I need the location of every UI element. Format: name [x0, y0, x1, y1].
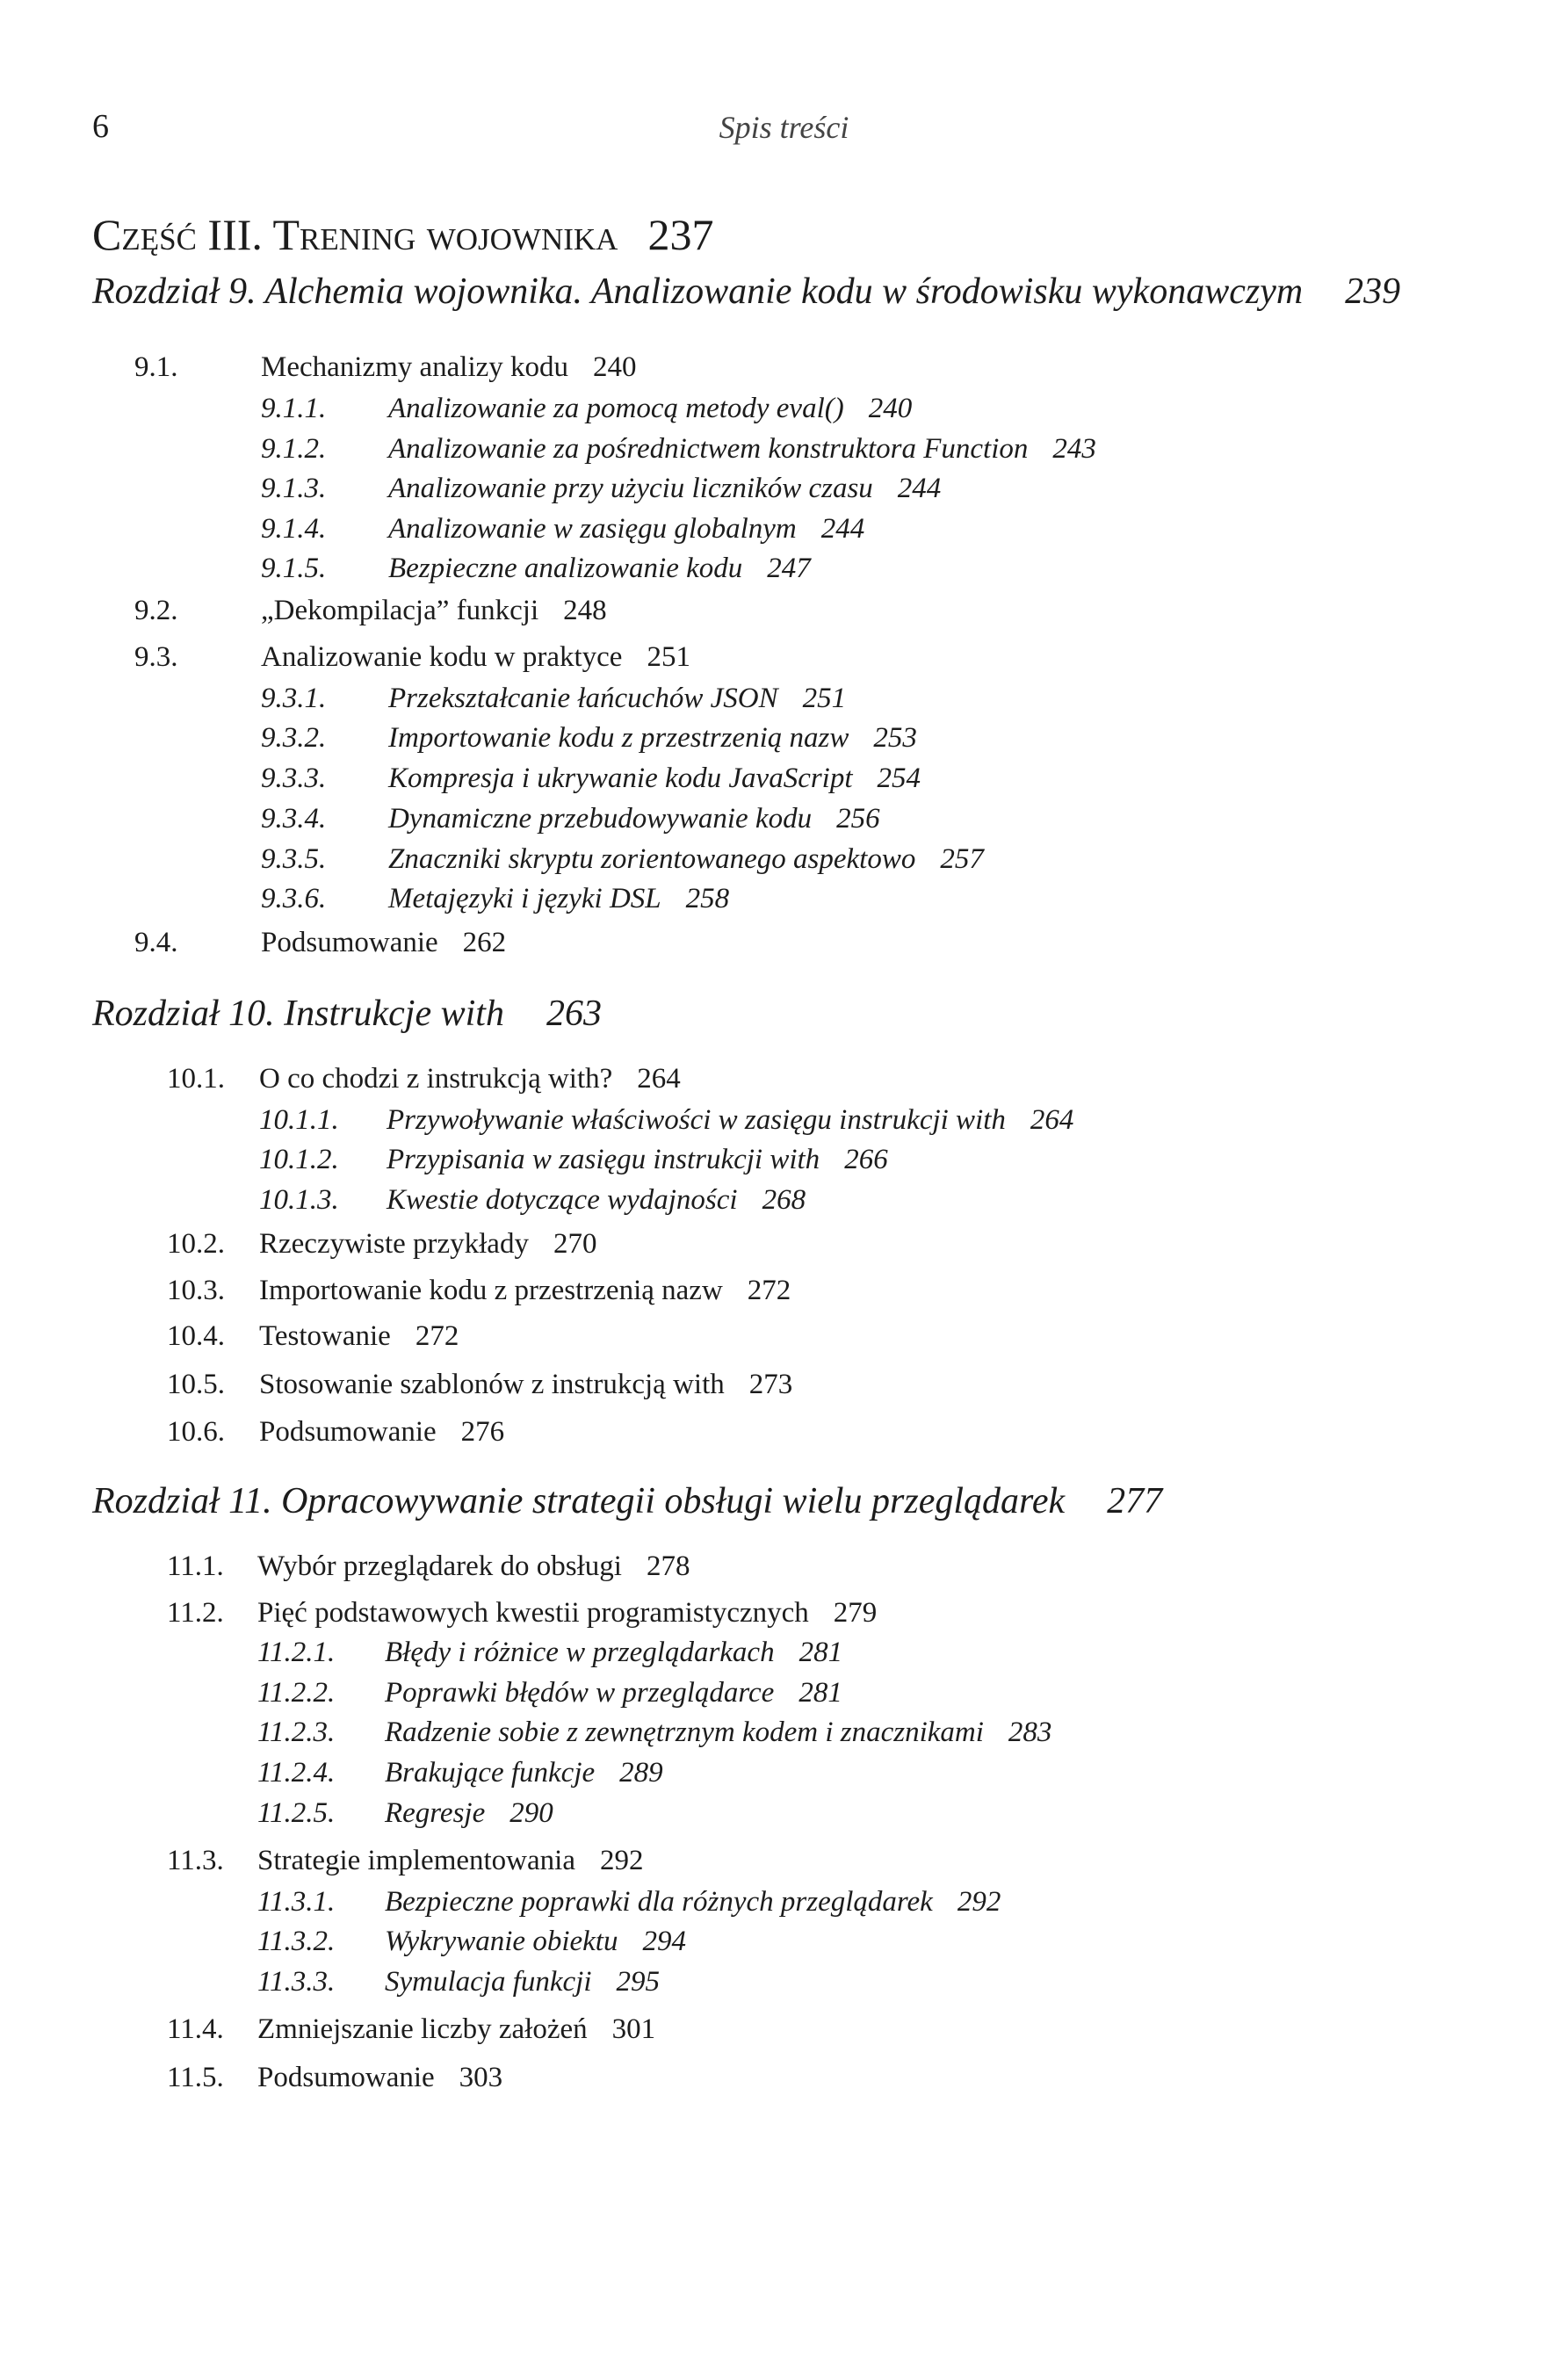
section-page: 240 — [593, 351, 637, 383]
subsection-title: Znaczniki skryptu zorientowanego aspektowo — [388, 843, 916, 875]
section-title-line — [257, 1597, 877, 1630]
section-page: 264 — [637, 1063, 681, 1095]
section-title-line — [259, 1275, 791, 1307]
section-page: 272 — [415, 1320, 459, 1352]
subsection-number: 11.2.5. — [257, 1797, 336, 1829]
subsection-number: 9.3.5. — [261, 843, 327, 875]
subsection-number: 11.3.1. — [257, 1886, 336, 1918]
subsection-page: 258 — [685, 883, 730, 914]
subsection-page: 243 — [1052, 433, 1096, 465]
section-page: 301 — [611, 2013, 656, 2045]
subsection-number: 11.2.3. — [257, 1716, 336, 1748]
subsection-title-line — [387, 1184, 806, 1217]
subsection-title-line — [385, 1926, 686, 1958]
subsection-title: Bezpieczne analizowanie kodu — [388, 553, 743, 584]
subsection-page: 289 — [619, 1757, 663, 1789]
subsection-title: Radzenie sobie z zewnętrznym kodem i znacznikami — [385, 1716, 984, 1748]
section-page: 279 — [833, 1597, 878, 1629]
subsection-title-line — [388, 722, 917, 755]
subsection-page: 283 — [1008, 1716, 1052, 1748]
page-number: 6 — [92, 108, 109, 145]
section-number: 10.5. — [167, 1369, 225, 1400]
section-number: 10.1. — [167, 1063, 225, 1095]
subsection-title-line — [388, 433, 1096, 466]
subsection-number: 9.1.1. — [261, 393, 327, 424]
subsection-title: Kompresja i ukrywanie kodu JavaScript — [388, 762, 853, 794]
subsection-number: 9.3.6. — [261, 883, 327, 914]
subsection-number: 9.1.3. — [261, 473, 327, 504]
subsection-title-line — [388, 803, 880, 835]
section-title: Strategie implementowania — [257, 1845, 575, 1876]
subsection-title-line — [385, 1797, 553, 1830]
section-title: Zmniejszanie liczby założeń — [257, 2013, 588, 2045]
subsection-page: 264 — [1030, 1104, 1074, 1136]
subsection-title-line — [388, 553, 811, 585]
subsection-title-line — [385, 1886, 1001, 1919]
subsection-page: 247 — [767, 553, 811, 584]
subsection-title: Bezpieczne poprawki dla różnych przeglądarek — [385, 1886, 933, 1918]
subsection-page: 253 — [873, 722, 917, 754]
section-number: 9.4. — [134, 927, 178, 958]
section-title: Analizowanie kodu w praktyce — [261, 641, 623, 673]
subsection-title: Kwestie dotyczące wydajności — [387, 1184, 738, 1216]
section-page: 251 — [647, 641, 690, 673]
running-title: Spis treści — [719, 110, 849, 145]
chapter-title: Rozdział 9. Alchemia wojownika. Analizowanie kodu w środowisku wykonawczym — [92, 271, 1304, 312]
subsection-title-line — [385, 1757, 663, 1789]
subsection-title: Wykrywanie obiektu — [385, 1926, 618, 1957]
subsection-title: Analizowanie za pomocą metody eval() — [388, 393, 844, 424]
section-page: 292 — [599, 1845, 644, 1876]
subsection-title: Przywoływanie właściwości w zasięgu instrukcji with — [387, 1104, 1006, 1136]
subsection-number: 11.2.4. — [257, 1757, 336, 1789]
section-title: Rzeczywiste przykłady — [259, 1228, 529, 1260]
section-title-line — [261, 351, 637, 384]
section-title-line — [257, 2062, 502, 2094]
section-title: Pięć podstawowych kwestii programistycznych — [257, 1597, 809, 1629]
subsection-page: 294 — [642, 1926, 686, 1957]
subsection-page: 244 — [897, 473, 942, 504]
chapter-heading — [92, 1480, 1162, 1522]
subsection-title: Analizowanie przy użyciu liczników czasu — [388, 473, 873, 504]
subsection-title-line — [385, 1637, 842, 1669]
subsection-number: 11.2.1. — [257, 1637, 336, 1668]
subsection-number: 9.3.4. — [261, 803, 327, 835]
section-title: Wybór przeglądarek do obsługi — [257, 1550, 622, 1582]
section-title-line — [259, 1228, 596, 1261]
subsection-page: 251 — [802, 683, 847, 714]
section-title-line — [259, 1416, 504, 1449]
chapter-title: Rozdział 10. Instrukcje with — [92, 994, 504, 1034]
chapter-page: 263 — [546, 994, 602, 1034]
section-title-line — [257, 2013, 655, 2046]
section-number: 11.5. — [167, 2062, 224, 2093]
section-title-line — [257, 1550, 690, 1583]
section-title-line — [259, 1063, 681, 1095]
section-title-line — [261, 927, 506, 959]
subsection-title: Dynamiczne przebudowywanie kodu — [388, 803, 813, 835]
subsection-title-line — [388, 762, 921, 795]
subsection-title: Regresje — [385, 1797, 486, 1829]
chapter-page: 239 — [1345, 271, 1401, 312]
section-number: 10.2. — [167, 1228, 225, 1260]
subsection-page: 281 — [798, 1637, 843, 1668]
subsection-page: 254 — [877, 762, 921, 794]
section-title: O co chodzi z instrukcją with? — [259, 1063, 613, 1095]
subsection-number: 9.3.3. — [261, 762, 327, 794]
subsection-title-line — [385, 1677, 842, 1709]
section-number: 11.3. — [167, 1845, 224, 1876]
section-page: 278 — [646, 1550, 690, 1582]
part-title: Część III. Trening wojownika — [92, 210, 618, 259]
section-title-line — [261, 641, 690, 674]
section-title: Testowanie — [259, 1320, 391, 1352]
section-title-line — [259, 1320, 459, 1353]
subsection-page: 257 — [940, 843, 984, 875]
section-page: 270 — [553, 1228, 597, 1260]
section-number: 11.1. — [167, 1550, 224, 1582]
subsection-page: 244 — [820, 513, 865, 545]
section-title: Mechanizmy analizy kodu — [261, 351, 569, 383]
subsection-page: 268 — [762, 1184, 806, 1216]
chapter-title: Rozdział 11. Opracowywanie strategii obsługi wielu przeglądarek — [92, 1481, 1066, 1521]
section-number: 11.2. — [167, 1597, 224, 1629]
subsection-title-line — [388, 513, 864, 546]
subsection-number: 9.3.2. — [261, 722, 327, 754]
subsection-page: 281 — [798, 1677, 842, 1709]
section-number: 10.3. — [167, 1275, 225, 1306]
subsection-title: Poprawki błędów w przeglądarce — [385, 1677, 775, 1709]
subsection-number: 9.1.4. — [261, 513, 327, 545]
section-title: Importowanie kodu z przestrzenią nazw — [259, 1275, 723, 1306]
section-page: 276 — [460, 1416, 505, 1448]
subsection-number: 10.1.2. — [259, 1144, 339, 1175]
section-number: 10.4. — [167, 1320, 225, 1352]
subsection-number: 9.3.1. — [261, 683, 327, 714]
subsection-title: Metajęzyki i języki DSL — [388, 883, 661, 914]
subsection-title: Symulacja funkcji — [385, 1966, 592, 1998]
subsection-number: 11.3.3. — [257, 1966, 336, 1998]
subsection-title-line — [387, 1144, 888, 1176]
subsection-title: Importowanie kodu z przestrzenią nazw — [388, 722, 849, 754]
subsection-page: 240 — [868, 393, 913, 424]
subsection-page: 256 — [836, 803, 880, 835]
section-title: Podsumowanie — [261, 927, 438, 958]
subsection-title-line — [387, 1104, 1073, 1137]
subsection-title-line — [388, 393, 912, 425]
section-page: 272 — [747, 1275, 791, 1306]
subsection-title: Przypisania w zasięgu instrukcji with — [387, 1144, 820, 1175]
subsection-title: Przekształcanie łańcuchów JSON — [388, 683, 778, 714]
chapter-heading — [92, 271, 1400, 313]
subsection-title: Analizowanie za pośrednictwem konstruktora Function — [388, 433, 1029, 465]
section-title: Podsumowanie — [259, 1416, 437, 1448]
section-page: 262 — [462, 927, 507, 958]
subsection-title-line — [388, 843, 984, 876]
section-number: 11.4. — [167, 2013, 224, 2045]
subsection-title-line — [388, 683, 846, 715]
subsection-title: Błędy i różnice w przeglądarkach — [385, 1637, 775, 1668]
section-title-line — [259, 1369, 792, 1401]
subsection-title: Brakujące funkcje — [385, 1757, 596, 1789]
section-number: 10.6. — [167, 1416, 225, 1448]
section-page: 248 — [563, 595, 607, 626]
subsection-title-line — [388, 883, 729, 915]
section-page: 303 — [459, 2062, 503, 2093]
subsection-number: 9.1.5. — [261, 553, 327, 584]
chapter-page: 277 — [1107, 1481, 1163, 1521]
subsection-page: 295 — [616, 1966, 661, 1998]
section-number: 9.3. — [134, 641, 178, 673]
subsection-page: 290 — [509, 1797, 553, 1829]
subsection-number: 9.1.2. — [261, 433, 327, 465]
section-title-line — [257, 1845, 643, 1877]
section-title: Podsumowanie — [257, 2062, 435, 2093]
subsection-number: 11.2.2. — [257, 1677, 336, 1709]
subsection-title-line — [385, 1716, 1051, 1749]
section-title: Stosowanie szablonów z instrukcją with — [259, 1369, 725, 1400]
subsection-title: Analizowanie w zasięgu globalnym — [388, 513, 797, 545]
part-heading — [92, 209, 713, 260]
subsection-page: 292 — [957, 1886, 1001, 1918]
subsection-number: 11.3.2. — [257, 1926, 336, 1957]
part-page: 237 — [647, 210, 714, 259]
section-title: „Dekompilacja” funkcji — [261, 595, 539, 626]
section-title-line — [261, 595, 607, 627]
section-number: 9.2. — [134, 595, 178, 626]
section-page: 273 — [748, 1369, 793, 1400]
subsection-title-line — [388, 473, 941, 505]
subsection-number: 10.1.1. — [259, 1104, 339, 1136]
subsection-page: 266 — [844, 1144, 888, 1175]
section-number: 9.1. — [134, 351, 178, 383]
subsection-number: 10.1.3. — [259, 1184, 339, 1216]
subsection-title-line — [385, 1966, 660, 1998]
chapter-heading — [92, 993, 602, 1035]
